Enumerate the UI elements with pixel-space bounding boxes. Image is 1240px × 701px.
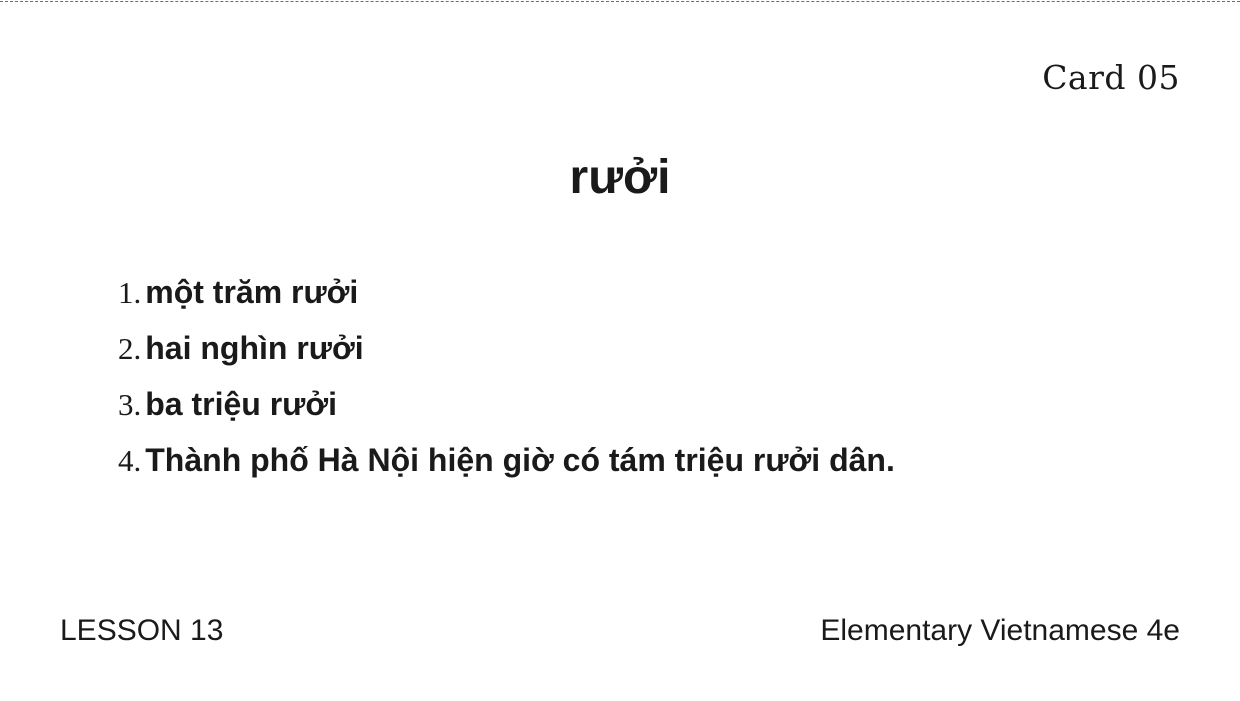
example-list (118, 270, 895, 494)
example-item (118, 438, 895, 494)
example-number: 2. (118, 331, 142, 366)
example-item (118, 382, 895, 438)
example-text: Thành phố Hà Nội hiện giờ có tám triệu rưởi dân. (145, 442, 895, 478)
example-number: 4. (118, 443, 142, 478)
example-item (118, 326, 895, 382)
example-number: 3. (118, 387, 142, 422)
book-title: Elementary Vietnamese 4e (820, 614, 1180, 647)
example-text: hai nghìn rưởi (145, 330, 364, 366)
example-number: 1. (118, 275, 142, 310)
example-item (118, 270, 895, 326)
cut-line (0, 1, 1240, 2)
example-text: ba triệu rưởi (145, 386, 337, 422)
example-text: một trăm rưởi (145, 274, 359, 310)
card-number: Card 05 (1042, 58, 1180, 97)
lesson-label: LESSON 13 (60, 614, 224, 647)
headword: rưởi (569, 151, 671, 204)
